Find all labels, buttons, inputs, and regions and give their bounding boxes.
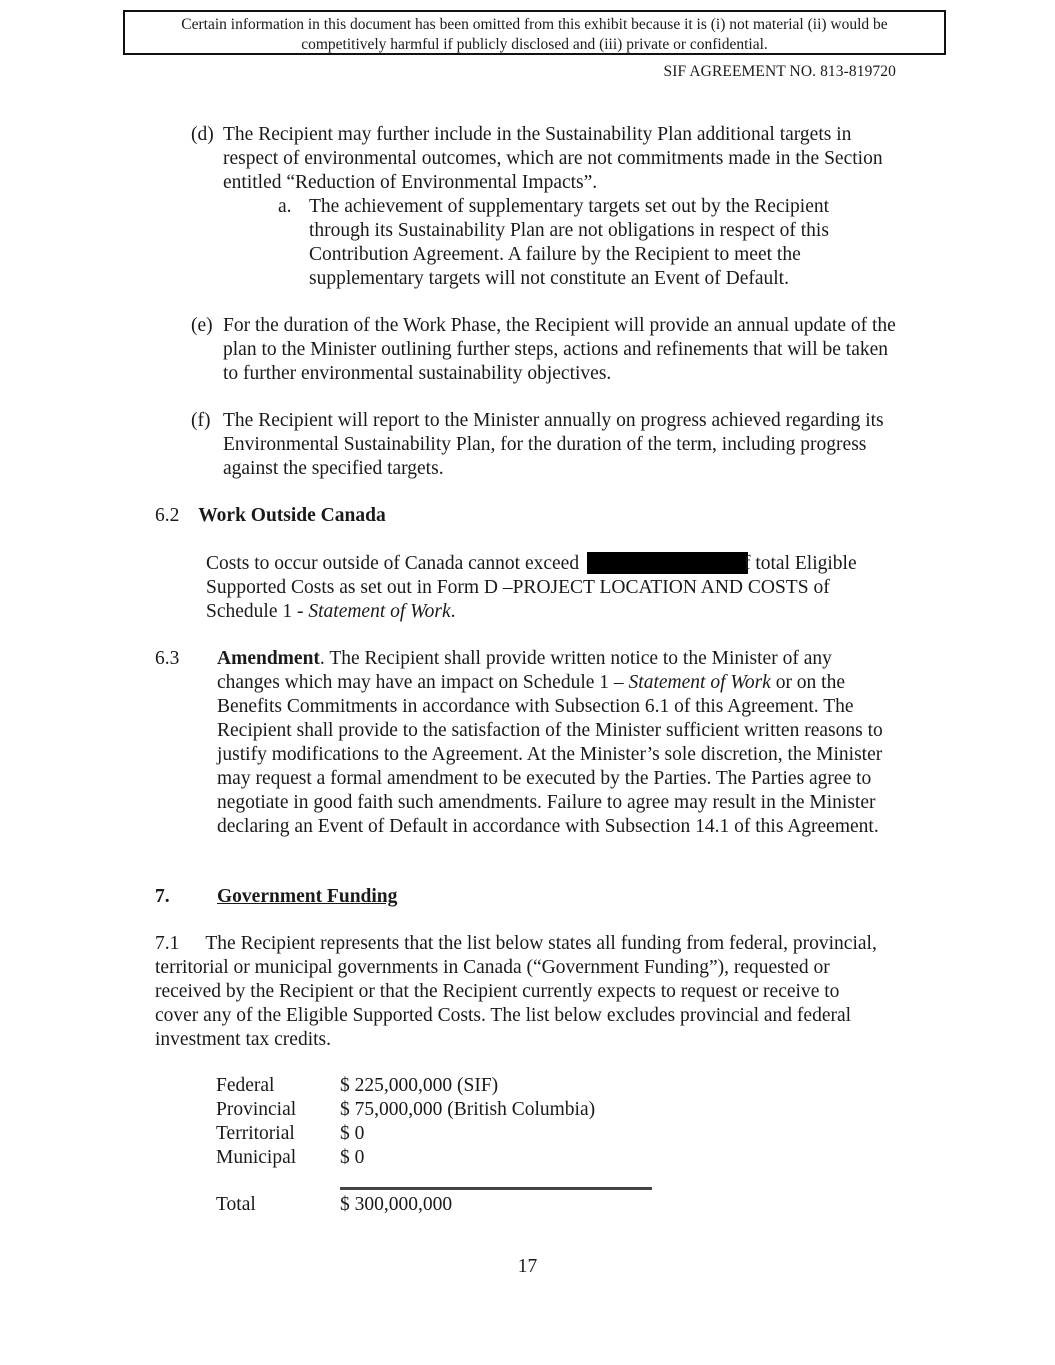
redaction-block <box>587 552 748 574</box>
funding-label: Municipal <box>216 1147 297 1168</box>
item-f-label: (f) <box>191 410 211 431</box>
section-6-3-text-2: or on the Benefits Commitments in accordance with Subsection 6.1 of this Agreement. The Recipient shall provide to the satisfaction of the Minister sufficient written reasons to justify modifications to the Agreement. At the Minister’s sole discretion, the Minister may request a formal amendment to be executed by the Parties. The Parties agree to negotiate in good faith such amendments. Failure to agree may result in the Minister declaring an Event of Default in accordance with Subsection 14.1 of this Agreement. <box>217 672 883 837</box>
item-e-text: For the duration of the Work Phase, the Recipient will provide an annual update of the plan to the Minister outlining further steps, actions and refinements that will be taken to further environmental sustainability objectives. <box>223 315 896 384</box>
page-number: 17 <box>517 1256 538 1277</box>
section-6-2-text-before: Costs to occur outside of Canada cannot exceed <box>206 553 580 574</box>
funding-label: Territorial <box>216 1123 295 1144</box>
funding-row-territorial <box>216 1122 364 1146</box>
section-6-2-number: 6.2 <box>155 505 180 526</box>
funding-label: Federal <box>216 1075 275 1096</box>
funding-label: Provincial <box>216 1099 297 1120</box>
notice-line-1: Certain information in this document has been omitted from this exhibit because it is (i) not material (ii) would be <box>181 16 888 33</box>
section-6-2-end: . <box>450 601 456 622</box>
funding-total-label: Total <box>216 1194 256 1215</box>
funding-value: $ 0 <box>340 1123 365 1144</box>
funding-value: $ 0 <box>340 1147 365 1168</box>
section-6-2-body <box>206 552 896 624</box>
section-6-3-italic-ref: Statement of Work <box>628 672 771 693</box>
notice-line-2: competitively harmful if publicly disclosed and (iii) private or confidential. <box>301 36 768 53</box>
item-d-sub-a-label: a. <box>278 196 292 217</box>
item-f <box>191 409 911 481</box>
funding-value: $ 225,000,000 (SIF) <box>340 1075 499 1096</box>
funding-total-value: $ 300,000,000 <box>340 1194 453 1215</box>
funding-row-total <box>216 1193 452 1217</box>
section-6-3-number: 6.3 <box>155 648 180 669</box>
section-7-1-number: 7.1 <box>155 933 180 954</box>
item-d <box>191 123 911 195</box>
item-e <box>191 314 911 386</box>
total-divider <box>340 1187 652 1190</box>
section-6-3-title: Amendment <box>217 648 320 669</box>
section-6-3-body <box>217 647 899 839</box>
funding-value: $ 75,000,000 (British Columbia) <box>340 1099 596 1120</box>
item-e-label: (e) <box>191 315 213 336</box>
funding-row-municipal <box>216 1146 364 1170</box>
funding-row-provincial <box>216 1098 595 1122</box>
funding-row-federal <box>216 1074 498 1098</box>
section-7-number: 7. <box>155 886 170 907</box>
item-d-label: (d) <box>191 124 214 145</box>
section-6-3-text-1: . The Recipient shall provide written notice to the Minister of any changes which may have an impact on Schedule 1 – <box>217 648 832 693</box>
section-7-title: Government Funding <box>217 886 398 907</box>
confidentiality-notice <box>123 10 946 55</box>
section-6-2-text-after: f total Eligible Supported Costs as set out in Form D –PROJECT LOCATION AND COSTS of Schedule 1 - <box>206 553 857 622</box>
section-6-2-title: Work Outside Canada <box>198 505 386 526</box>
item-d-text: The Recipient may further include in the Sustainability Plan additional targets in respect of environmental outcomes, which are not commitments made in the Section entitled “Reduction of Environmental Impacts”. <box>223 124 883 193</box>
section-6-2-heading <box>155 504 855 528</box>
section-6-2-italic-ref: Statement of Work <box>308 601 451 622</box>
section-7-1-body <box>155 932 885 1052</box>
item-f-text: The Recipient will report to the Minister annually on progress achieved regarding its Environmental Sustainability Plan, for the duration of the term, including progress against the specified targets. <box>223 410 884 479</box>
agreement-number: SIF AGREEMENT NO. 813-819720 <box>663 63 896 80</box>
item-d-sub-a-text: The achievement of supplementary targets set out by the Recipient through its Sustainability Plan are not obligations in respect of this Contribution Agreement. A failure by the Recipient to meet the supplementary targets will not constitute an Event of Default. <box>309 196 830 289</box>
item-d-sub-a <box>278 195 898 291</box>
section-7-1-text: The Recipient represents that the list below states all funding from federal, provincial, territorial or municipal governments in Canada (“Government Funding”), requested or received by the Recipient or that the Recipient currently expects to request or receive to cover any of the Eligible Supported Costs. The list below excludes provincial and federal investment tax credits. <box>155 933 877 1050</box>
